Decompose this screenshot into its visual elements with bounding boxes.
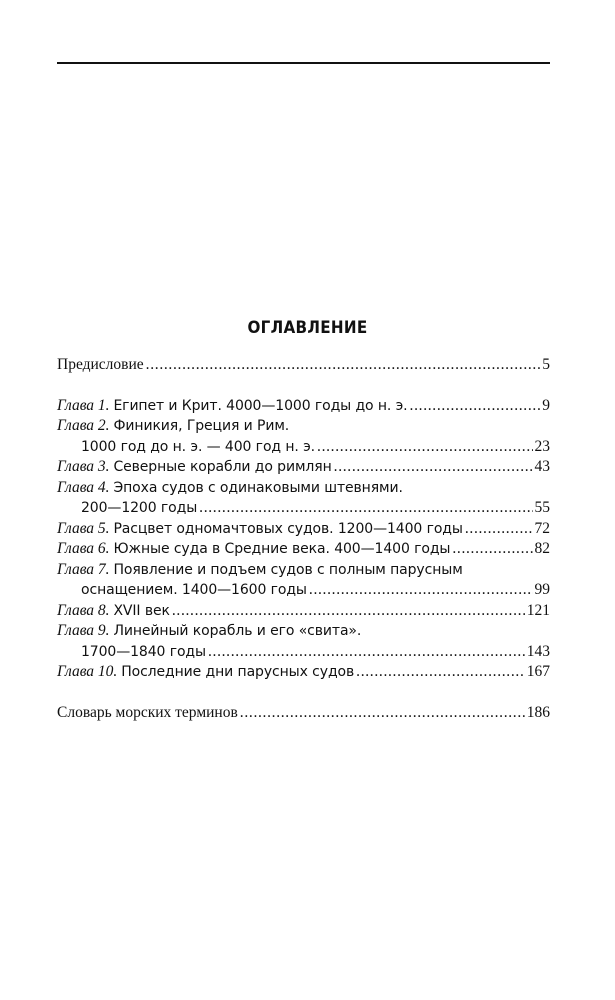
chapter-title: Северные корабли до римлян <box>113 459 332 475</box>
leader-dots <box>452 539 532 560</box>
chapter-title: Расцвет одномачтовых судов. 1200—1400 годы <box>113 520 463 537</box>
chapter-title: Линейный корабль и его «свита». <box>113 623 362 639</box>
toc-page-number: 43 <box>534 458 550 475</box>
toc-page-number: 9 <box>542 396 550 414</box>
toc-entry-chapter-7[interactable] <box>57 560 550 601</box>
toc-page-number: 55 <box>534 499 550 516</box>
chapter-label: Глава 3. <box>57 458 110 475</box>
chapter-title: Появление и подъем судов с полным парусным <box>113 561 463 578</box>
toc-page-number: 99 <box>534 581 550 598</box>
top-rule <box>57 62 550 64</box>
leader-dots <box>410 396 541 417</box>
chapter-title-continuation: 1700—1840 годы <box>81 643 206 660</box>
toc-page-number: 72 <box>534 519 550 537</box>
toc-page-number: 82 <box>534 540 550 557</box>
chapter-title: XVII век <box>113 602 170 619</box>
toc-page-number: 186 <box>526 703 550 721</box>
chapter-label: Глава 2. <box>57 417 110 434</box>
table-of-contents <box>57 355 550 723</box>
toc-entry-chapter-8[interactable] <box>57 601 550 622</box>
chapter-title: Последние дни парусных судов <box>121 664 355 680</box>
chapter-title: Египет и Крит. 4000—1000 годы до н. э. <box>113 397 408 414</box>
toc-entry-chapter-5[interactable] <box>57 519 550 540</box>
chapter-label: Глава 8. <box>57 601 110 619</box>
toc-page-number: 143 <box>526 642 550 660</box>
chapter-label: Глава 7. <box>57 560 110 578</box>
toc-entry-chapter-3[interactable] <box>57 457 550 478</box>
chapter-title-continuation: 1000 год до н. э. — 400 год н. э. <box>81 438 316 455</box>
toc-page-number: 23 <box>534 437 550 455</box>
toc-entry-title: Словарь морских терминов <box>57 703 238 721</box>
toc-entry-title: Предисловие <box>57 356 144 373</box>
toc-page-number: 121 <box>526 601 550 619</box>
chapter-title: Южные суда в Средние века. 400—1400 годы <box>113 541 451 557</box>
toc-entry-glossary[interactable] <box>57 703 550 724</box>
leader-dots <box>146 355 541 376</box>
leader-dots <box>334 457 533 478</box>
chapter-title: Эпоха судов с одинаковыми штевнями. <box>113 479 403 496</box>
chapter-label: Глава 9. <box>57 622 110 639</box>
leader-dots <box>208 642 525 663</box>
toc-entry-chapter-1[interactable] <box>57 396 550 417</box>
leader-dots <box>199 498 532 519</box>
leader-dots <box>317 437 532 458</box>
chapter-label: Глава 4. <box>57 478 110 496</box>
leader-dots <box>465 519 533 540</box>
toc-entry-chapter-10[interactable] <box>57 662 550 683</box>
toc-entry-chapter-2[interactable] <box>57 416 550 457</box>
toc-page-number: 5 <box>542 356 550 373</box>
leader-dots <box>356 662 525 683</box>
chapter-label: Глава 5. <box>57 519 110 537</box>
chapter-title: Финикия, Греция и Рим. <box>113 418 290 434</box>
toc-heading: ОГЛАВЛЕНИЕ <box>247 318 368 337</box>
chapter-label: Глава 6. <box>57 540 110 557</box>
leader-dots <box>240 703 525 724</box>
chapter-title-continuation: 200—1200 годы <box>81 500 198 516</box>
toc-entry-chapter-9[interactable] <box>57 621 550 662</box>
toc-entry-preface[interactable] <box>57 355 550 376</box>
chapter-label: Глава 1. <box>57 396 110 414</box>
toc-entry-chapter-4[interactable] <box>57 478 550 519</box>
chapter-title-continuation: оснащением. 1400—1600 годы <box>81 582 307 598</box>
chapter-label: Глава 10. <box>57 663 118 680</box>
leader-dots <box>309 580 533 601</box>
leader-dots <box>172 601 525 622</box>
toc-page-number: 167 <box>526 663 550 680</box>
toc-entry-chapter-6[interactable] <box>57 539 550 560</box>
